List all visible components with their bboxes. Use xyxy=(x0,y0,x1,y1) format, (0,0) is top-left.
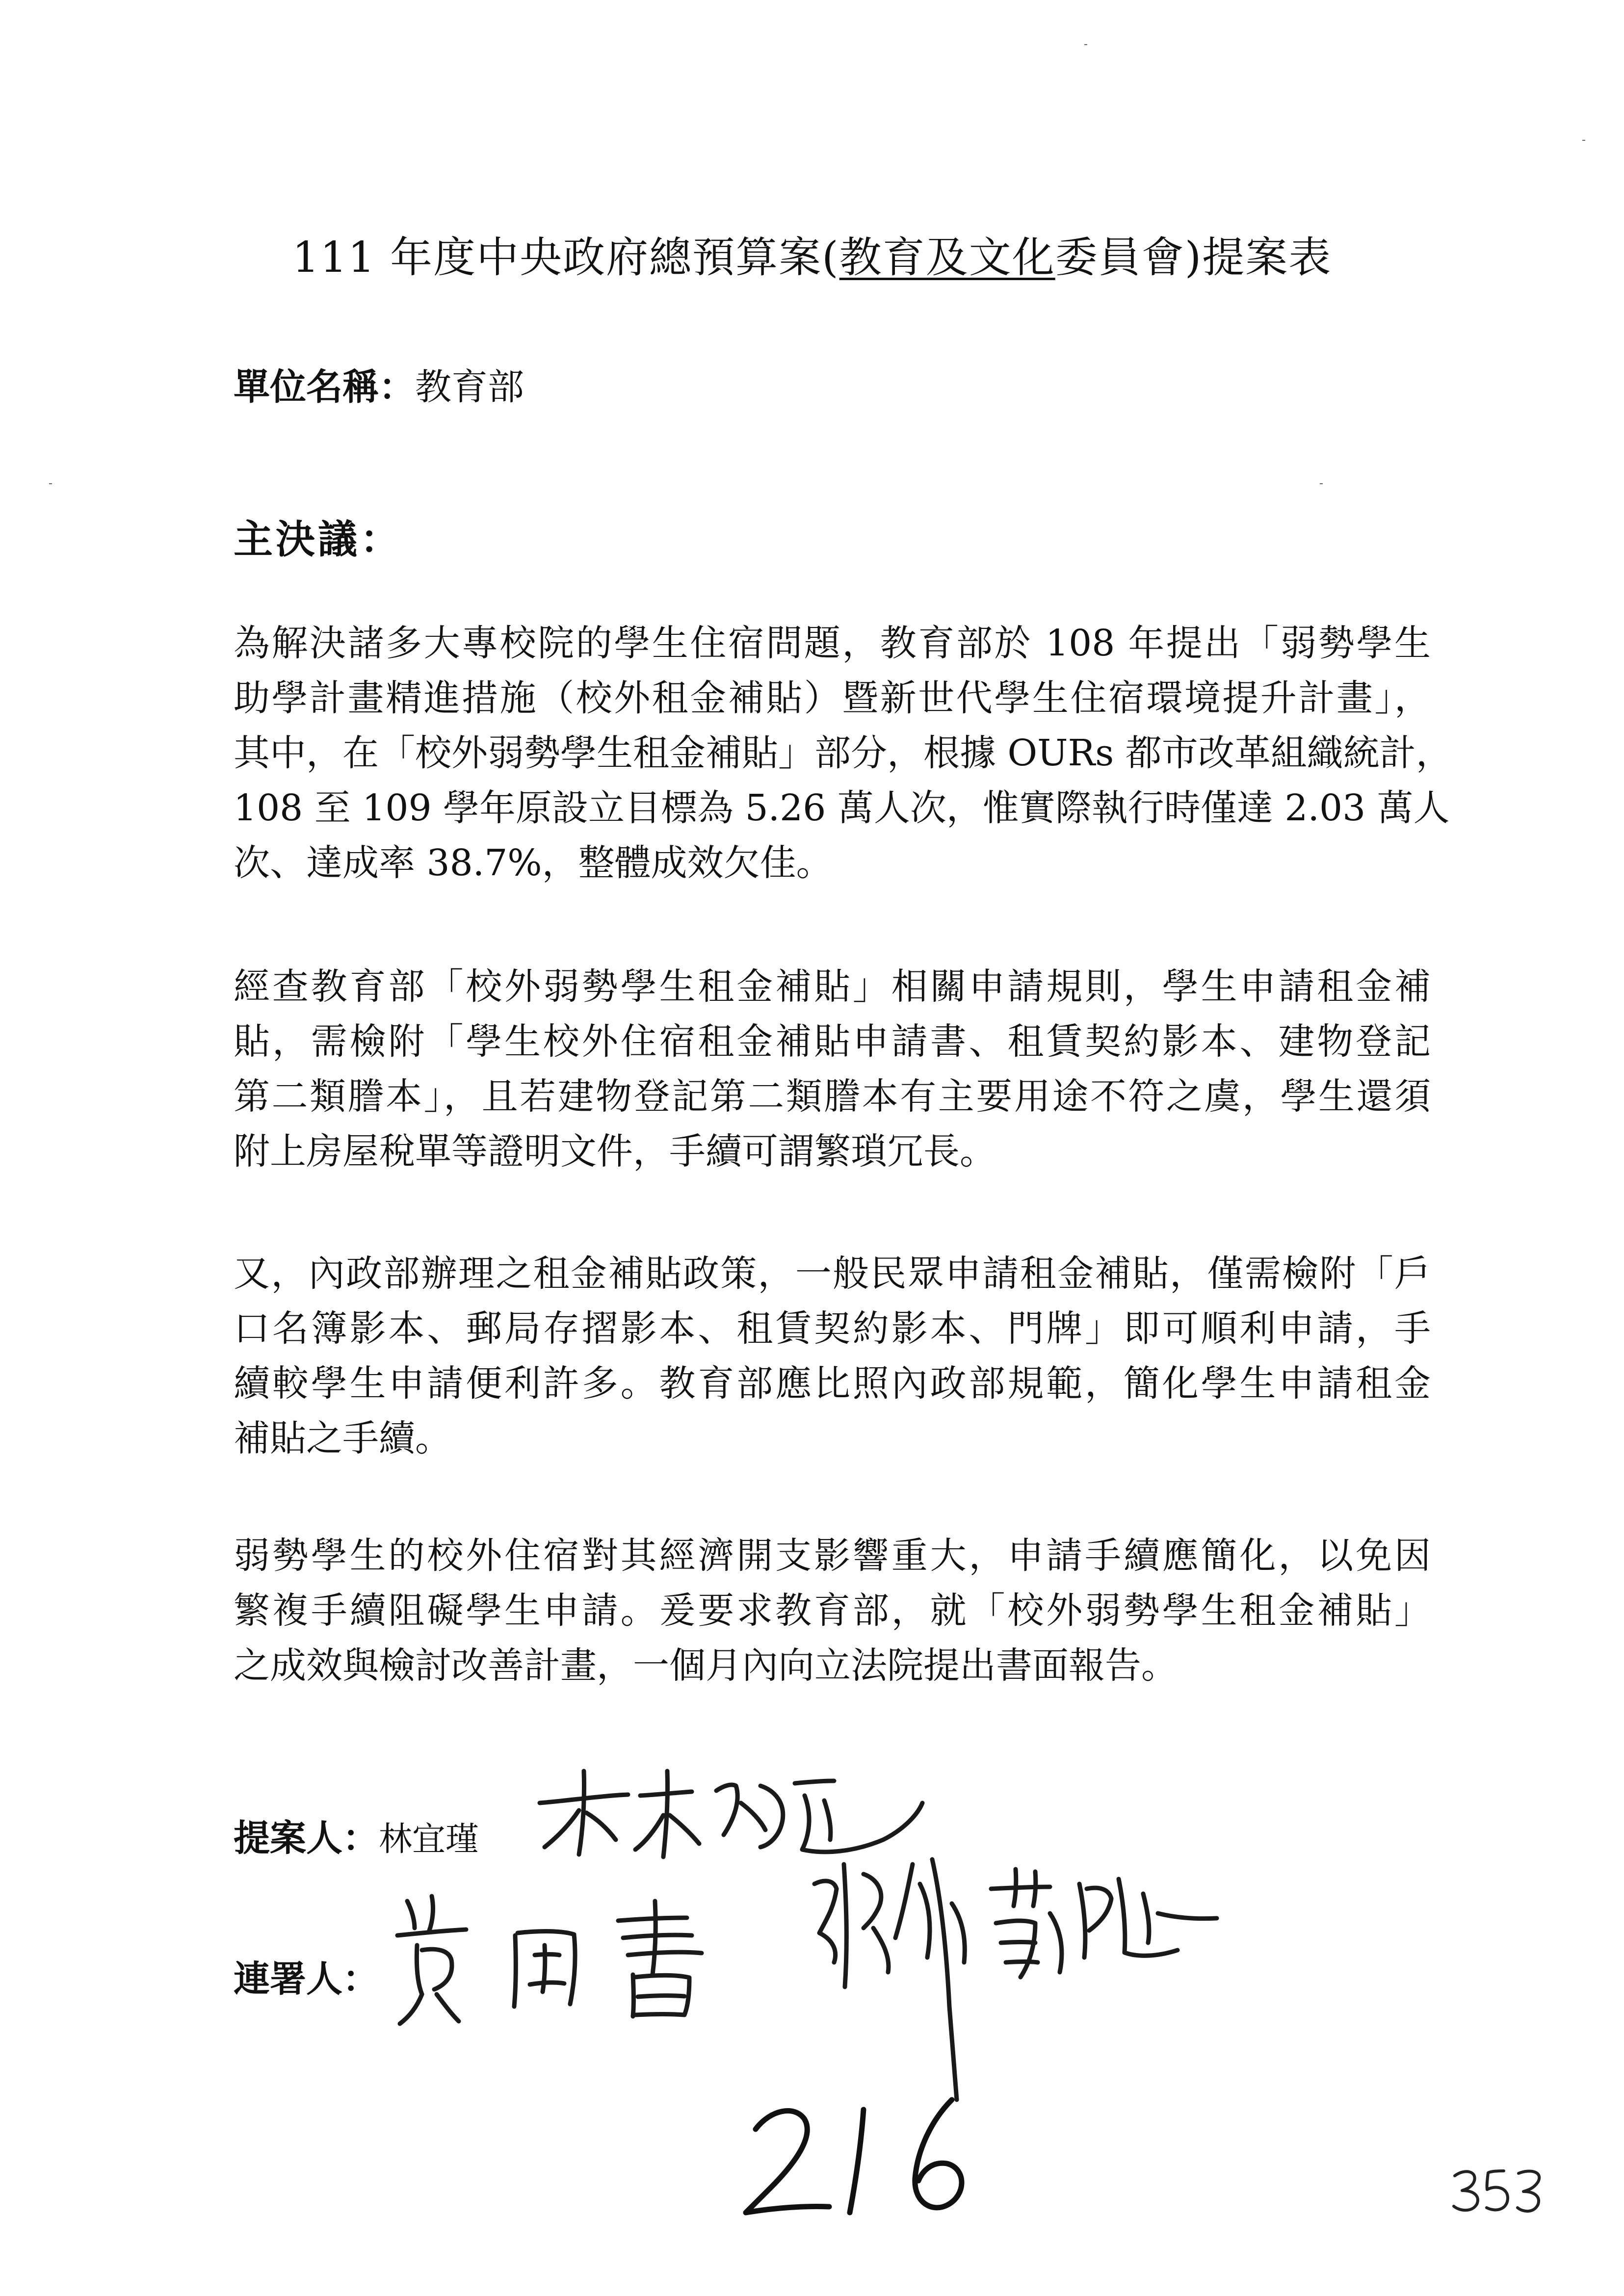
proposer-line xyxy=(234,1809,479,1861)
proposer-label: 提案人： xyxy=(234,1817,379,1859)
resolution-heading: 主決議： xyxy=(234,517,402,562)
page-title: 111 年度中央政府總預算案(教育及文化委員會)提案表 xyxy=(292,233,1332,282)
proposal-number-handwritten xyxy=(736,2090,991,2218)
cosigner-signature-1 xyxy=(388,1881,741,2029)
page-number-handwritten xyxy=(1450,2166,1548,2215)
cosigner-label: 連署人： xyxy=(234,1958,379,2000)
unit-label: 單位名稱： xyxy=(234,366,415,408)
paragraph-3: 又，內政部辦理之租金補貼政策，一般民眾申請租金補貼，僅需檢附「戶 口名簿影本、郵局存摺影本、租賃契約影本、門牌」即可順利申請，手 續較學生申請便利許多。教育部應比照內政部規範，簡化學生申請租金 補貼之手續。 xyxy=(234,1252,1431,1460)
scan-speck xyxy=(1320,483,1323,484)
scan-speck xyxy=(1582,140,1585,141)
unit-value: 教育部 xyxy=(415,366,524,408)
paragraph-4: 弱勢學生的校外住宿對其經濟開支影響重大，申請手續應簡化，以免因 繁複手續阻礙學生申請。爰要求教育部，就「校外弱勢學生租金補貼」 之成效與檢討改善計畫，一個月內向立法院提出書面報告。 xyxy=(234,1535,1431,1687)
paragraph-2: 經查教育部「校外弱勢學生租金補貼」相關申請規則，學生申請租金補 貼，需檢附「學生校外住宿租金補貼申請書、租賃契約影本、建物登記 第二類謄本」，且若建物登記第二類謄本有主要用途不符之虞，學生還須 附上房屋稅單等證明文件，手續可謂繁瑣冗長。 xyxy=(234,965,1431,1173)
scan-speck xyxy=(1084,44,1087,45)
paragraph-1: 為解決諸多大專校院的學生住宿問題，教育部於 108 年提出「弱勢學生 助學計畫精進措施（校外租金補貼）暨新世代學生住宿環境提升計畫」， 其中，在「校外弱勢學生租金補貼」部分，根據 OURs 都市改革組織統計， 108 至 109 學年原設立目標為 5.26 萬人次，惟實際執行時僅達 2.03 萬人 次、達成率 38.7%，整體成效欠佳。 xyxy=(234,622,1452,884)
committee-name: 教育及文化 xyxy=(839,233,1055,282)
scan-speck xyxy=(49,483,52,484)
cosigner-signature-2 xyxy=(805,1845,1231,2129)
unit-line xyxy=(234,358,524,410)
proposer-name: 林宜瑾 xyxy=(379,1820,479,1859)
